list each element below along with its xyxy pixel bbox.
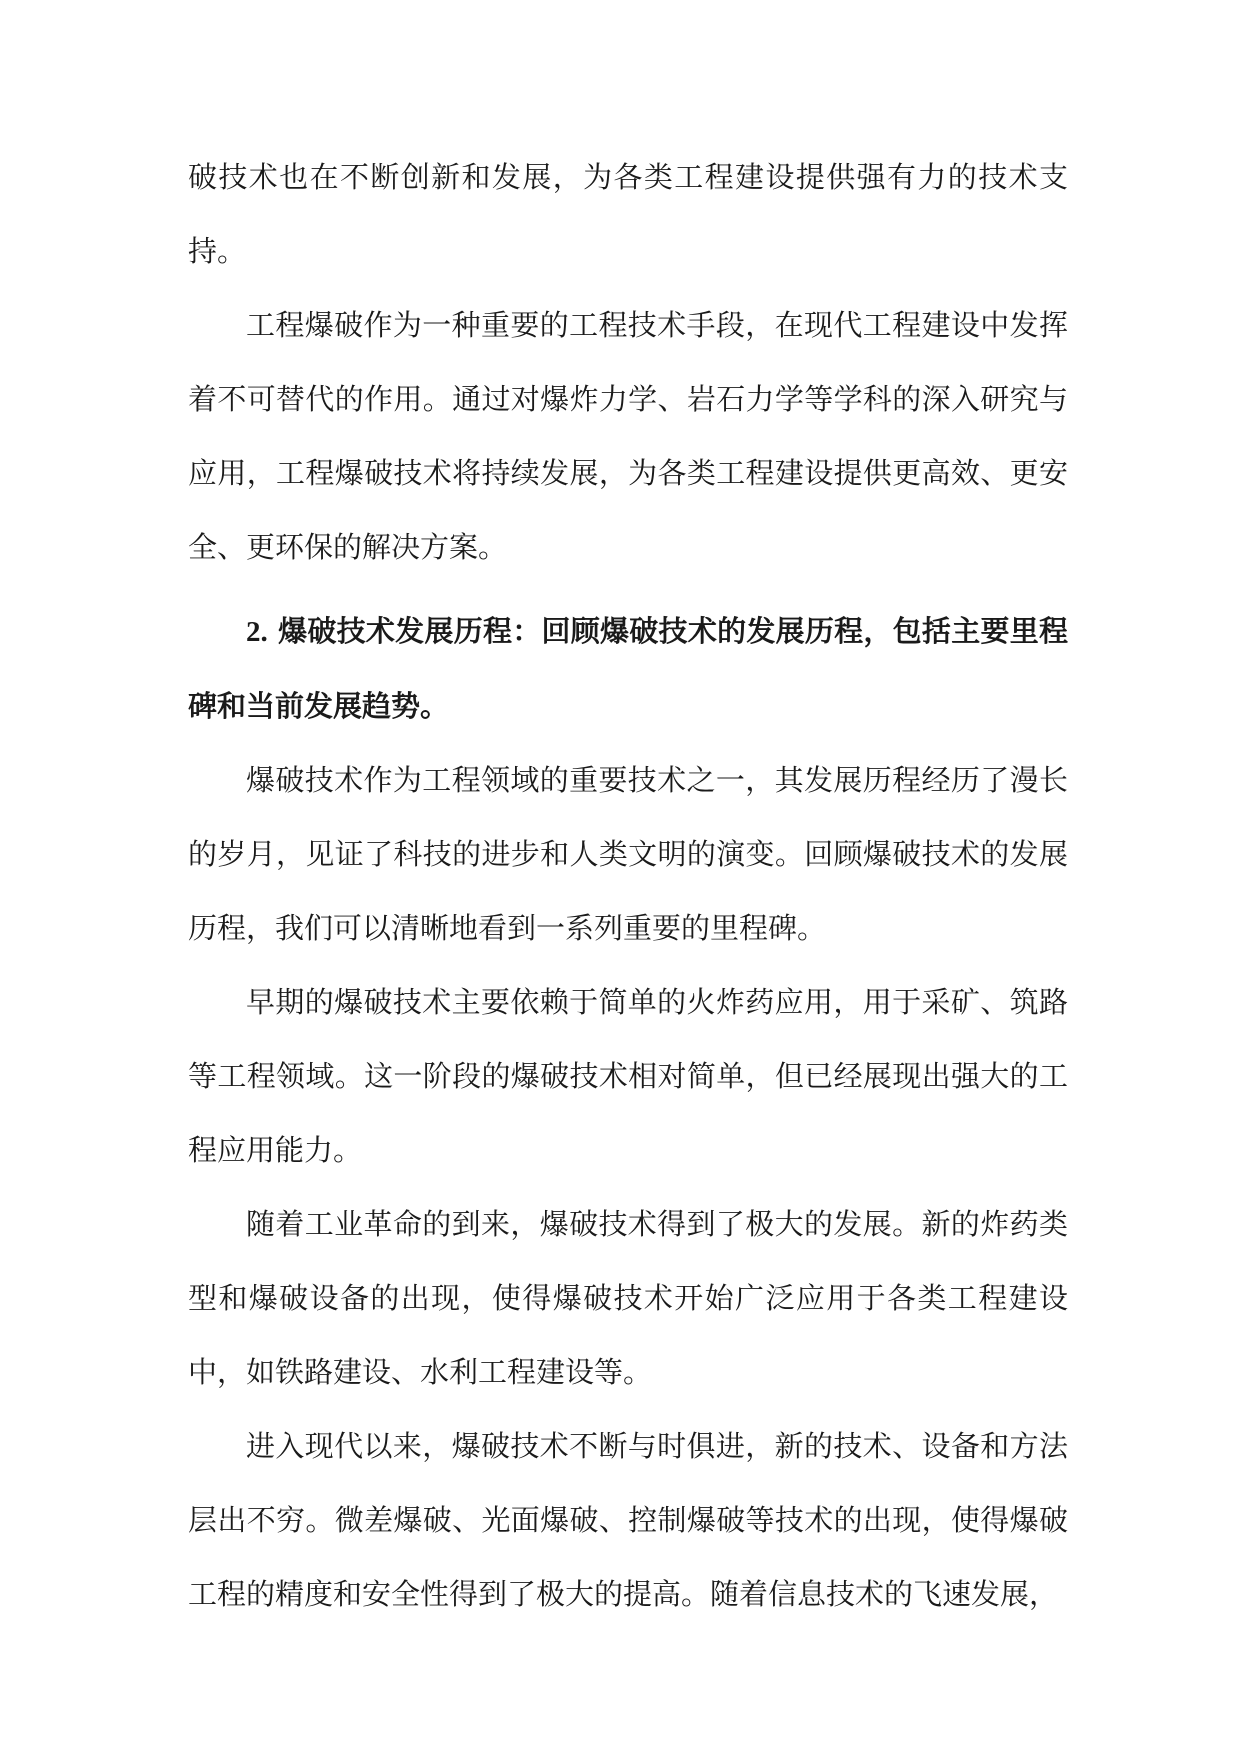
paragraph-early-stage: 早期的爆破技术主要依赖于简单的火炸药应用，用于采矿、筑路等工程领域。这一阶段的爆破技术相对简单，但已经展现出强大的工程应用能力。 [188,985,1068,1167]
section-title: 爆破技术发展历程：回顾爆破技术的发展历程，包括主要里程碑和当前发展趋势。 [188,614,1068,723]
paragraph-engineering-blasting-summary: 工程爆破作为一种重要的工程技术手段，在现代工程建设中发挥着不可替代的作用。通过对爆炸力学、岩石力学等学科的深入研究与应用，工程爆破技术将持续发展，为各类工程建设提供更高效、更安全、更环保的解决方案。 [188,308,1068,564]
section-heading [188,594,1068,743]
document-body [188,140,1068,1631]
paragraph-continuation: 破技术也在不断创新和发展，为各类工程建设提供强有力的技术支持。 [188,160,1068,268]
section-number: 2. [246,616,268,648]
paragraph-modern-era: 进入现代以来，爆破技术不断与时俱进，新的技术、设备和方法层出不穷。微差爆破、光面爆破、控制爆破等技术的出现，使得爆破工程的精度和安全性得到了极大的提高。随着信息技术的飞速发展， [188,1429,1068,1611]
paragraph-history-intro: 爆破技术作为工程领域的重要技术之一，其发展历程经历了漫长的岁月，见证了科技的进步和人类文明的演变。回顾爆破技术的发展历程，我们可以清晰地看到一系列重要的里程碑。 [188,763,1068,945]
paragraph-industrial-revolution: 随着工业革命的到来，爆破技术得到了极大的发展。新的炸药类型和爆破设备的出现，使得爆破技术开始广泛应用于各类工程建设中，如铁路建设、水利工程建设等。 [188,1207,1068,1389]
